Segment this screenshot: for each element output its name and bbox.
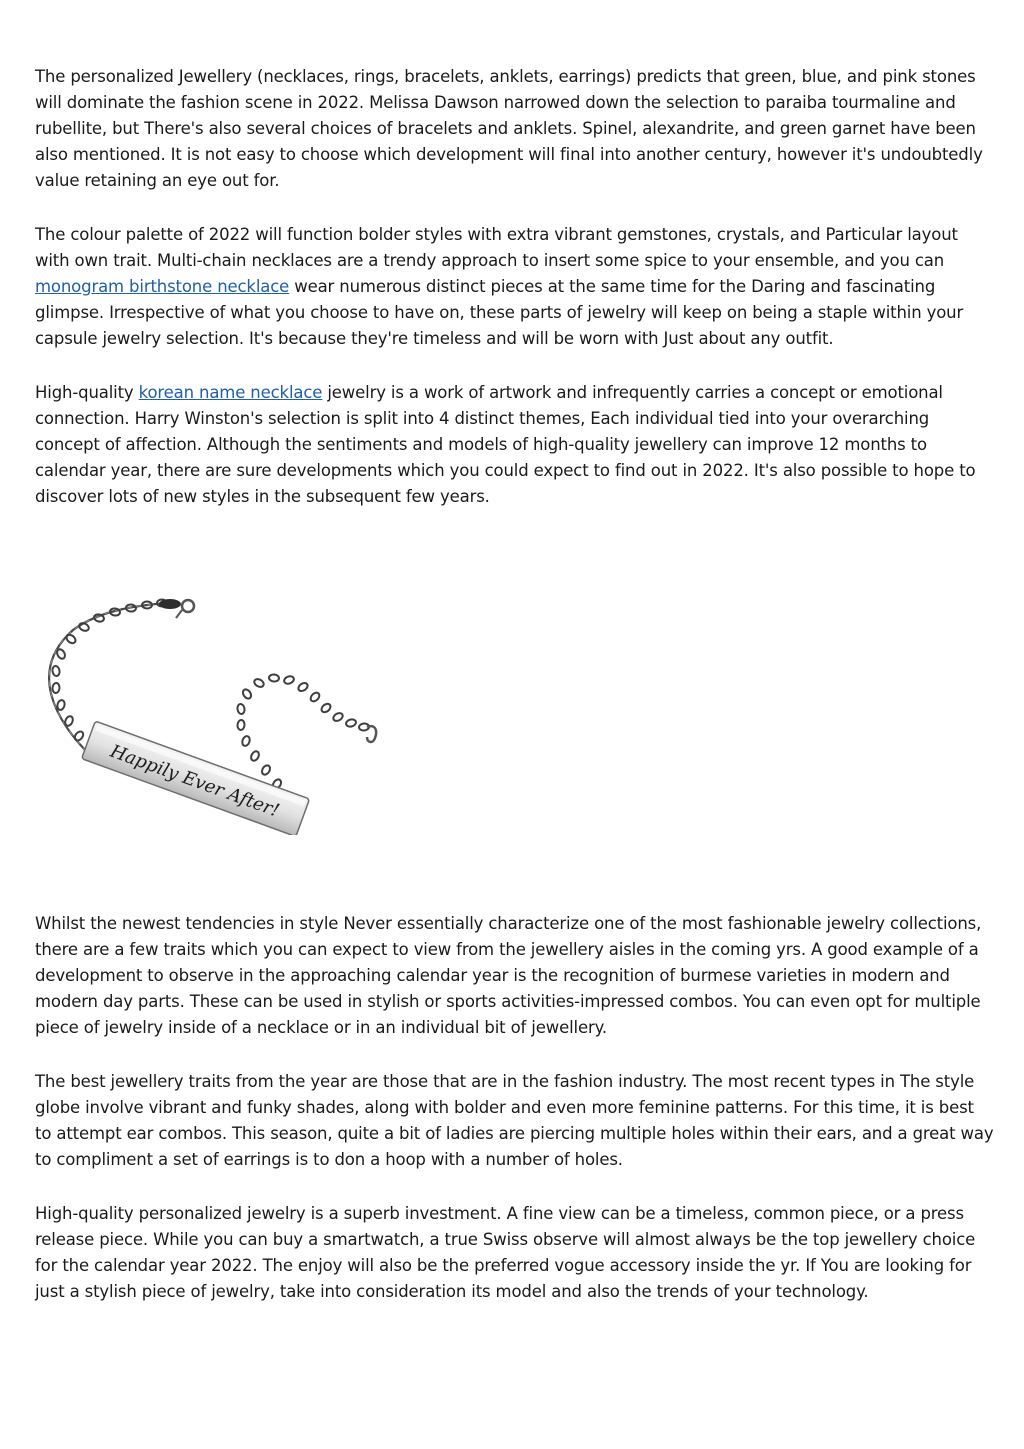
paragraph-6: High-quality personalized jewelry is a superb investment. A fine view can be a timeless, common piece, or a press release piece. While you can buy a smartwatch, a true Swiss observe will almost always be the top jewellery choice for the calendar year 2022. The enjoy will also be the preferred vogue accessory inside the yr. If You are looking for just a stylish piece of jewelry, take into consideration its model and also the trends of your technology. — [35, 1204, 976, 1301]
korean-name-necklace-link[interactable]: korean name necklace — [138, 383, 323, 402]
engraved-plate — [82, 721, 310, 835]
clasp — [159, 599, 194, 618]
paragraph-4: Whilst the newest tendencies in style Never essentially characterize one of the most fashionable jewelry collections, there are a few traits which you can expect to view from the jewellery aisles in the coming yrs. A good example of a development to observe in the approaching calendar year is the recognition of burmese varieties in modern and modern day parts. These can be used in stylish or sports activities-impressed combos. You can even opt for multiple piece of jewelry inside of a necklace or in an individual bit of jewellery. — [35, 914, 982, 1037]
bracelet-image — [33, 590, 383, 835]
paragraph-2-text-start: The colour palette of 2022 will function bolder styles with extra vibrant gemstones, crystals, and Particular layout with own trait. Multi-chain necklaces are a trendy approach to insert some spice to your ensemble, and you can — [35, 225, 958, 270]
paragraph-5: The best jewellery traits from the year are those that are in the fashion industry. The most recent types in The style globe involve vibrant and funky shades, along with bolder and even more feminine patterns. For this time, it is best to attempt ear combos. This season, quite a bit of ladies are piercing multiple holes within their ears, and a great way to compliment a set of earrings is to don a hoop with a number of holes. — [35, 1072, 994, 1169]
paragraph-2 — [35, 222, 995, 352]
monogram-birthstone-necklace-link[interactable]: monogram birthstone necklace — [35, 277, 290, 296]
paragraph-2-text-end: wear numerous distinct pieces at the same time for the Daring and fascinating glimpse. Irrespective of what you choose to have on, these parts of jewelry will keep on being a staple within your capsule jewelry selection. It's because they're timeless and will be worn with Just about any outfit. — [35, 277, 964, 348]
paragraph-3-text-start: High-quality — [35, 383, 139, 402]
paragraph-3 — [35, 380, 995, 510]
plate-engraving-text: Happily Ever After! — [107, 740, 283, 822]
paragraph-1: The personalized Jewellery (necklaces, rings, bracelets, anklets, earrings) predicts that green, blue, and pink stones will dominate the fashion scene in 2022. Melissa Dawson narrowed down the selection to paraiba tourmaline and rubellite, but There's also several choices of bracelets and anklets. Spinel, alexandrite, and green garnet have been also mentioned. It is not easy to choose which development will final into another century, however it's undoubtedly value retaining an eye out for. — [35, 67, 983, 190]
paragraph-3-text-end: jewelry is a work of artwork and infrequently carries a concept or emotional connection. Harry Winston's selection is split into 4 distinct themes, Each individual tied into your overarching concept of affection. Although the sentiments and models of high-quality jewellery can improve 12 months to calendar year, there are sure developments which you could expect to find out in 2022. It's also possible to hope to discover lots of new styles in the subsequent few years. — [35, 383, 976, 506]
